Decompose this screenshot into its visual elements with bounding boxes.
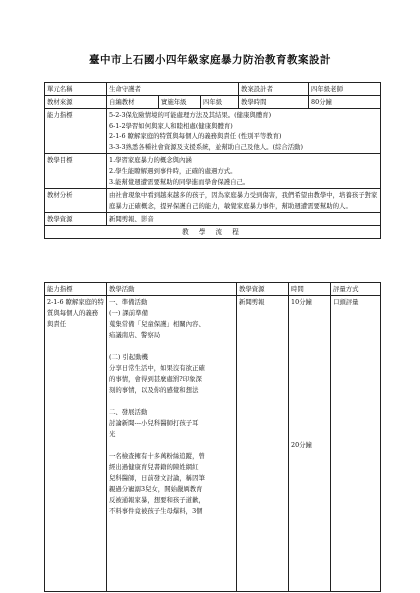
flow-header-resource: 教學資源: [237, 283, 289, 296]
goal-item: 3.能幫覺週遭需要幫助的同學進而學會保護自己。: [109, 177, 250, 186]
indicator-item: 6-1-2學習如何與家人和睦相處(健康與體育): [109, 121, 233, 130]
activity-line: (一) 課前準備: [109, 309, 148, 317]
resources-value: 新聞剪報、影音: [107, 212, 381, 225]
teaching-flow-title: 教 學 流 程: [45, 225, 381, 238]
lesson-info-table: [44, 82, 381, 239]
source-value: 自編教材: [107, 96, 159, 109]
unit-name-value: 生命守護者: [107, 83, 239, 96]
indicator-item: 5-2-3保危險情境的可能處理方法及其結果。(健康與體育): [109, 111, 272, 119]
goal-item: 2.學生能瞭解遇到事件時，正確的處遇方式。: [109, 166, 237, 175]
flow-header-assessment: 評量方式: [331, 283, 381, 296]
indicator-item: 3-3-3熟悉各種社會資源及支援系統，並幫助自己及他人。(綜合活動): [109, 142, 304, 151]
goals-label: 教學目標: [45, 154, 107, 189]
goals-list: [107, 154, 381, 189]
flow-resource: 新聞剪報: [237, 296, 289, 592]
resources-label: 教學資源: [45, 212, 107, 225]
goal-item: 1.學習家庭暴力的概念與內涵: [109, 156, 192, 165]
unit-name-label: 單元名稱: [45, 83, 107, 96]
activity-line: 二、發展活動: [109, 408, 148, 416]
flow-time: [289, 296, 331, 592]
indicator-item: 2-1-6 瞭解家庭的特質與每個人的義務與責任 (性別平等教育): [109, 132, 282, 141]
activity-line: 分享日常生活中，如果沒有欲正確 的事情，會得到甚麼處罰?印象深 刻的事情，以及你的感覺和想法: [109, 364, 205, 394]
flow-activities: [107, 296, 237, 592]
designer-label: 教案設計者: [239, 83, 309, 96]
designer-value: 四年級老師: [309, 83, 381, 96]
flow-assessment: 口頭評量: [331, 296, 381, 592]
activity-line: 一名檢查擁有十多萬粉絲追蹤，曾 經出過健康育兒書籍的陳姓網紅 兒科醫師，日前發文討論，稱因筆 親過分寵溺3兒女，開始嚴厲教育 反被通報家暴，想要和孩子道歉， 不料事件竟被孩子生母爆料，3個: [109, 452, 205, 515]
flow-indicator: 2-1-6 瞭解家庭的特質與每個人的義務與責任: [45, 296, 107, 592]
page-title: 臺中市上石國小四年級家庭暴力防治教育教案設計: [89, 54, 331, 66]
flow-header-time: 時間: [289, 283, 331, 296]
activity-line: 一、準備活動: [109, 298, 148, 306]
flow-header-indicator: 能力指標: [45, 283, 107, 296]
time-label: 教學時間: [239, 96, 309, 109]
analysis-label: 教材分析: [45, 189, 107, 213]
teaching-flow-table: [44, 282, 381, 592]
grade-label: 實施年級: [159, 96, 201, 109]
grade-value: 四年級: [201, 96, 239, 109]
time-slot-2: 20分鐘: [291, 441, 312, 449]
analysis-text: 由社會現象中看到越來越多的孩子，因為家庭暴力受到傷害，我們希望由教學中，培養孩子對家庭暴力正確概念，提昇保護自己的能力，敏覺家庭暴力事件，幫助週遭需要幫助的人。: [107, 189, 381, 213]
flow-header-activity: 教學活動: [107, 283, 237, 296]
activity-line: (二) 引起動機: [109, 353, 148, 361]
time-value: 80分鐘: [309, 96, 381, 109]
indicators-list: [107, 109, 381, 154]
source-label: 教材來源: [45, 96, 107, 109]
indicators-label: 能力指標: [45, 109, 107, 154]
activity-line: 蒐集常備「兒童保護」相關內容、 疝議南店、警察局: [109, 320, 205, 339]
activity-line: 討論新聞---小兒科醫師打孩子耳 光: [109, 419, 199, 438]
time-slot-1: 10分鐘: [291, 298, 312, 306]
